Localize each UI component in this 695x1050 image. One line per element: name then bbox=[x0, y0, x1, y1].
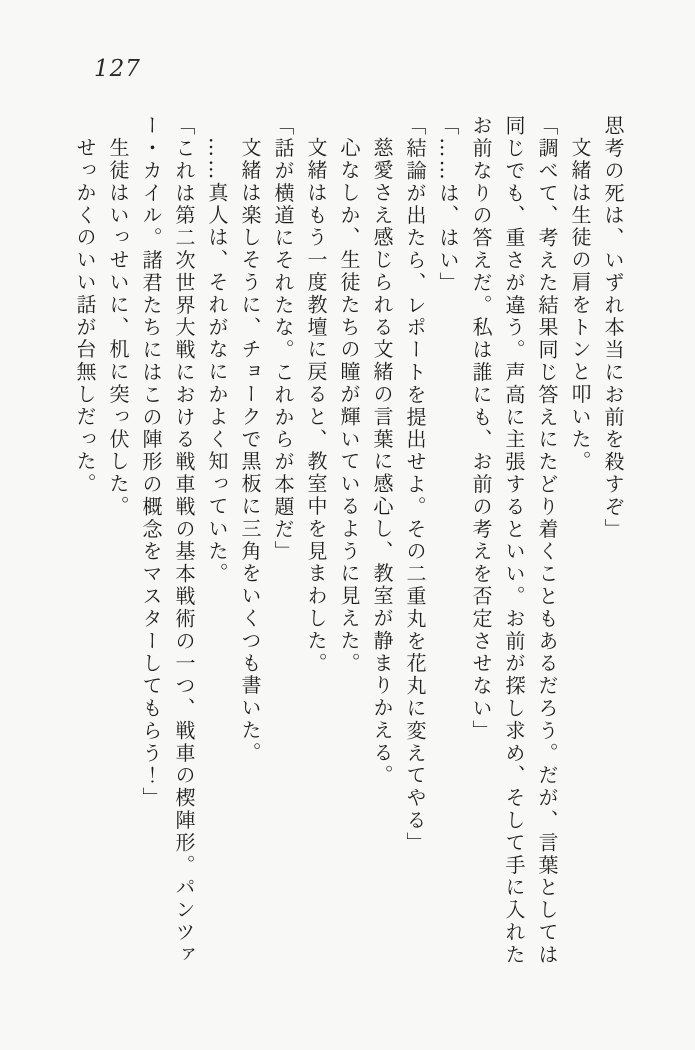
text-line: 同じでも、重さが違う。声高に主張するといい。お前が探し求め、そして手に入れた bbox=[502, 115, 526, 967]
page-number: 127 bbox=[94, 56, 141, 82]
text-line: 「話が横道にそれたな。これからが本題だ」 bbox=[271, 115, 295, 563]
text-line: 思考の死は、いずれ本当にお前を殺すぞ」 bbox=[601, 115, 625, 541]
text-line: 文緒は生徒の肩をトンと叩いた。 bbox=[568, 137, 592, 473]
text-line: 「これは第二次世界大戦における戦車戦の基本戦術の一つ、戦車の楔陣形。パンツァ bbox=[172, 115, 196, 967]
text-line: ー・カイル。諸君たちにはこの陣形の概念をマスターしてもらう！」 bbox=[139, 115, 163, 810]
text-line: 心なしか、生徒たちの瞳が輝いているように見えた。 bbox=[337, 137, 361, 675]
text-line: 文緒はもう一度教壇に戻ると、教室中を見まわした。 bbox=[304, 137, 328, 675]
text-line: 「調べて、考えた結果同じ答えにたどり着くこともあるだろう。だが、言葉としては bbox=[535, 115, 559, 967]
text-line: せっかくのいい話が台無しだった。 bbox=[73, 137, 97, 496]
text-line: 文緒は楽しそうに、チョークで黒板に三角をいくつも書いた。 bbox=[238, 137, 262, 765]
text-line: 生徒はいっせいに、机に突っ伏した。 bbox=[106, 137, 130, 518]
text-line: 「結論が出たら、レポートを提出せよ。その二重丸を花丸に変えてやる」 bbox=[403, 115, 427, 855]
text-line: お前なりの答えだ。私は誰にも、お前の考えを否定させない」 bbox=[469, 115, 493, 743]
text-line: 「……は、はい」 bbox=[436, 115, 460, 295]
text-line: 慈愛さえ感じられる文緒の言葉に感心し、教室が静まりかえる。 bbox=[370, 137, 394, 787]
vertical-text-block bbox=[68, 115, 629, 967]
text-line: ……真人は、それがなにかよく知っていた。 bbox=[205, 137, 229, 585]
